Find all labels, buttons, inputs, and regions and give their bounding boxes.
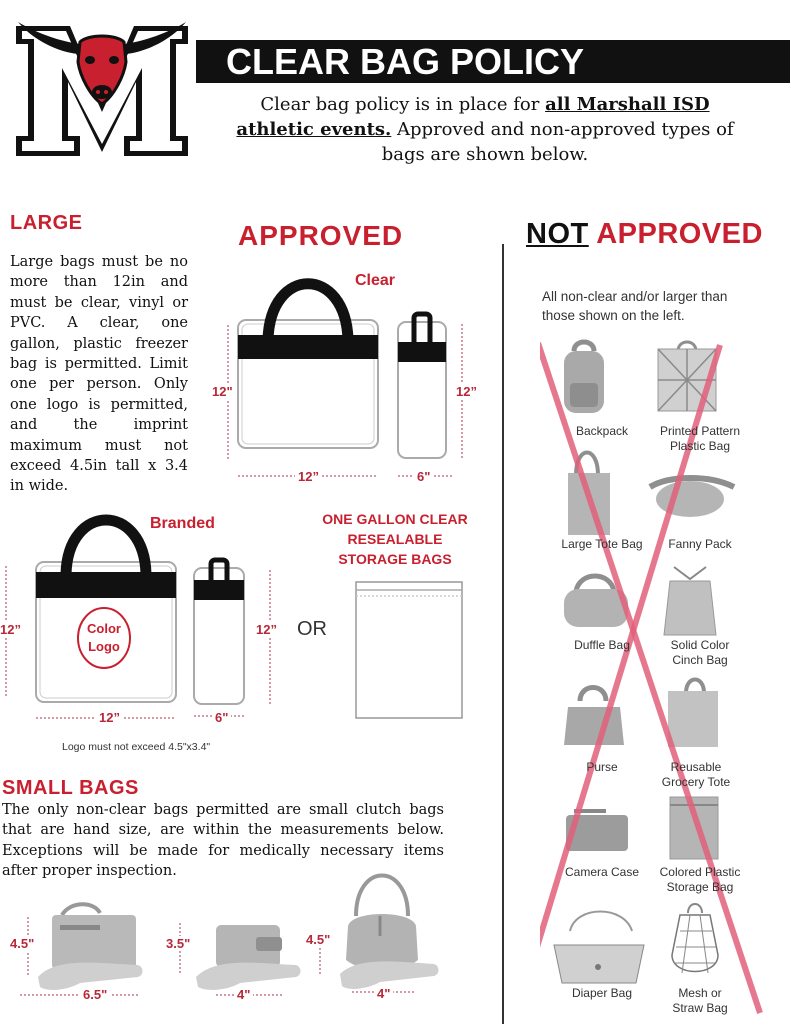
branded-slim-width: 6" [212, 710, 231, 725]
label-storage-bag [648, 865, 752, 895]
label-cinch-line-2: Cinch Bag [672, 653, 728, 667]
label-cinch-line-1: Solid Color [670, 638, 730, 652]
label-purse [552, 760, 652, 775]
small-bag-wristlet [0, 895, 150, 1010]
label-printed-pattern-line-1: Printed Pattern [659, 424, 741, 438]
label-camera-case-line-1: Camera Case [564, 865, 640, 879]
logo-label-line-1: Color [87, 621, 121, 636]
clear-slim-width: 6" [414, 469, 433, 484]
branded-tote-width: 12” [96, 710, 123, 725]
label-storage-bag-line-2: Storage Bag [666, 880, 734, 894]
label-grocery-tote-line-1: Reusable [670, 760, 722, 774]
backpack-icon [564, 342, 604, 413]
branded-slim-height: 12” [256, 622, 277, 637]
wristlet-width: 6.5" [80, 987, 110, 1002]
label-duffle-line-1: Duffle Bag [574, 638, 630, 652]
label-printed-pattern-line-2: Plastic Bag [669, 439, 731, 453]
wristlet-height: 4.5" [10, 936, 35, 951]
label-large-tote [552, 537, 652, 552]
small-bags-heading: SMALL BAGS [2, 777, 139, 799]
fanny-pack-icon [650, 478, 734, 517]
label-camera-case [552, 865, 652, 880]
small-bags-description: The only non-clear bags permitted are small clutch bags that are hand size, are within the measurements below. Exceptions will be made for medically necessary items after proper inspection. [2, 802, 444, 880]
or-label: OR [297, 618, 327, 640]
approved-heading: APPROVED [238, 220, 404, 251]
logo-label-line-2: Logo [88, 639, 120, 654]
gallon-heading-line-2: RESEALABLE [347, 531, 443, 547]
not-approved-description: All non-clear and/or larger than those shown on the left. [542, 289, 728, 323]
label-fanny-pack-line-1: Fanny Pack [668, 537, 732, 551]
school-logo [8, 4, 196, 162]
large-description: Large bags must be no more than 12in and must be clear, vinyl or PVC. A clear, one gallon, plastic freezer bag is permitted. Limit one per person. Only one logo is permitted, and the imprint maximum must not exceed 4.5in tall x 3.4 in wide. [10, 254, 188, 495]
label-grocery-tote-line-2: Grocery Tote [661, 775, 731, 789]
label-large-tote-line-1: Large Tote Bag [561, 537, 643, 551]
clear-slim-height: 12” [456, 384, 477, 399]
label-cinch [650, 638, 750, 668]
diaper-bag-icon [554, 912, 644, 984]
label-fanny-pack [650, 537, 750, 552]
intro-pre: Clear bag policy is in place for [260, 94, 546, 115]
grocery-tote-icon [668, 680, 718, 748]
purse-width: 4" [374, 986, 393, 1001]
clear-tote-height: 12" [212, 384, 233, 399]
logo-label [80, 620, 128, 656]
branded-tote-height: 12” [0, 622, 21, 637]
logo-size-note: Logo must not exceed 4.5"x3.4" [62, 741, 211, 753]
not-approved-word: APPROVED [596, 218, 763, 250]
label-grocery-tote [646, 760, 746, 790]
large-heading: LARGE [10, 212, 83, 234]
label-duffle [552, 638, 652, 653]
wallet-width: 4" [234, 987, 253, 1002]
wallet-height: 3.5" [166, 936, 191, 951]
not-approved-heading [526, 218, 763, 251]
label-storage-bag-line-1: Colored Plastic [659, 865, 741, 879]
page-title: CLEAR BAG POLICY [196, 40, 790, 83]
not-word: NOT [526, 218, 589, 250]
clear-label: Clear [355, 272, 396, 289]
label-diaper-bag-line-1: Diaper Bag [571, 986, 633, 1000]
label-diaper-bag [552, 986, 652, 1001]
clear-tote-illustration [208, 270, 398, 490]
purse-height: 4.5" [306, 932, 331, 947]
label-backpack-line-1: Backpack [575, 424, 629, 438]
clear-slim-illustration [392, 310, 482, 490]
label-mesh-bag-line-2: Straw Bag [672, 1001, 728, 1015]
gallon-heading-line-1: ONE GALLON CLEAR [322, 511, 468, 527]
intro-post: Approved and non-approved types of bags are shown below. [381, 119, 734, 165]
branded-label: Branded [150, 515, 215, 532]
mesh-bag-icon [672, 904, 718, 973]
intro-text [225, 92, 745, 167]
gallon-heading [300, 509, 490, 569]
label-mesh-bag [650, 986, 750, 1016]
label-backpack [556, 424, 648, 439]
cinch-bag-icon [664, 567, 716, 635]
clear-tote-width: 12” [295, 469, 322, 484]
branded-slim-illustration [186, 556, 276, 736]
gallon-bag-illustration [352, 580, 466, 720]
gallon-heading-line-3: STORAGE BAGS [338, 551, 452, 567]
label-purse-line-1: Purse [586, 760, 618, 774]
label-printed-pattern [650, 424, 750, 454]
section-divider [502, 244, 504, 1024]
label-mesh-bag-line-1: Mesh or [678, 986, 722, 1000]
intro-bold-events: all Marshall ISD athletic events. [236, 94, 710, 140]
